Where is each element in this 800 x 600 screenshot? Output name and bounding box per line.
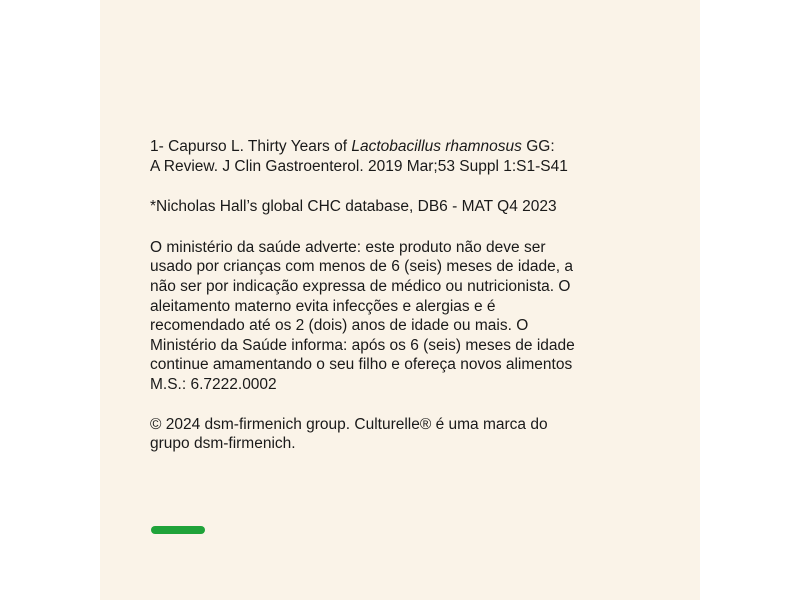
warning-line: não ser por indicação expressa de médico ou nutricionista. O [150, 277, 571, 295]
reference-prefix: 1- Capurso L. Thirty Years of [150, 138, 352, 155]
disclaimer-content [150, 137, 650, 474]
warning-line: aleitamento materno evita infecções e alergias e é [150, 297, 496, 315]
green-accent-bar [151, 526, 205, 534]
reference-species-name: Lactobacillus rhamnosus [351, 138, 522, 155]
reference-suffix: GG: [521, 138, 555, 155]
reference-citation [150, 137, 650, 176]
copyright-notice [150, 415, 650, 454]
warning-line: recomendado até os 2 (dois) anos de idade ou mais. O [150, 317, 529, 335]
warning-line: continue amamentando o seu filho e ofereça novos alimentos [150, 356, 573, 374]
database-footnote [150, 197, 650, 217]
disclaimer-card [100, 0, 700, 600]
footnote-text: *Nicholas Hall’s global CHC database, DB6 - MAT Q4 2023 [150, 198, 557, 216]
warning-line: Ministério da Saúde informa: após os 6 (seis) meses de idade [150, 336, 575, 354]
warning-line: O ministério da saúde adverte: este produto não deve ser [150, 238, 546, 256]
health-warning [150, 238, 650, 395]
copyright-line: grupo dsm-firmenich. [150, 435, 296, 453]
registration-number: M.S.: 6.7222.0002 [150, 375, 277, 393]
reference-line-2: A Review. J Clin Gastroenterol. 2019 Mar;53 Suppl 1:S1-S41 [150, 157, 568, 175]
copyright-line: © 2024 dsm-firmenich group. Culturelle® é uma marca do [150, 415, 548, 433]
reference-line-1 [150, 137, 650, 157]
warning-line: usado por crianças com menos de 6 (seis) meses de idade, a [150, 258, 574, 276]
